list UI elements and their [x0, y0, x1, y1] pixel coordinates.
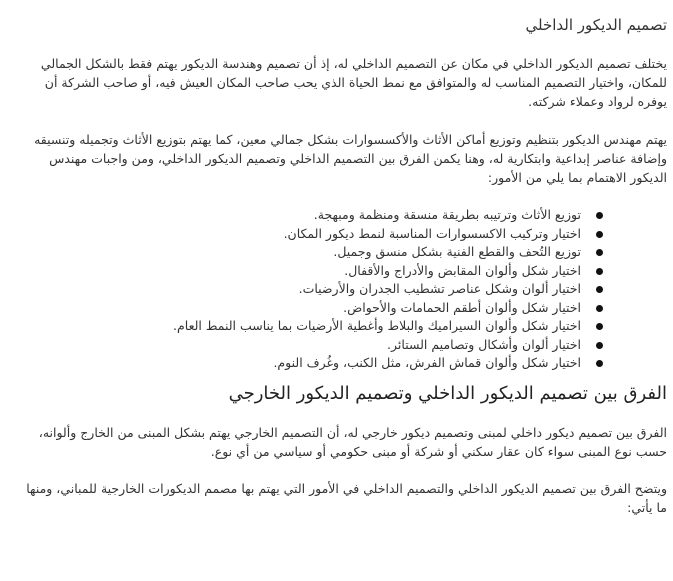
list-item	[14, 336, 603, 355]
bullet-icon	[596, 323, 603, 330]
bullet-icon	[596, 249, 603, 256]
bullet-icon	[596, 305, 603, 312]
list-item	[14, 206, 603, 225]
list-item-text: اختيار شكل وألوان أطقم الحمامات والأحواض.	[343, 299, 581, 315]
list-item	[14, 317, 603, 336]
decor-engineer-paragraph: يهتم مهندس الديكور بتنظيم وتوزيع أماكن الأثاث والأكسسوارات بشكل جمالي معين، كما يهتم بتوزيع الأثاث وتجميله وتنسيقه وإضافة عناصر إبداعية وابتكارية له، وهنا يكمن الفرق بين التصميم الداخلي وتصميم الديكور الداخلي، ومن واجبات مهندس الديكور الاهتمام بما يلي من الأمور:	[34, 132, 667, 185]
list-item	[14, 225, 603, 244]
bullet-icon	[596, 342, 603, 349]
list-item-text: توزيع الأثاث وترتيبه بطريقة منسقة ومنظمة ومبهجة.	[313, 207, 581, 222]
list-item	[14, 299, 603, 318]
list-item	[14, 262, 603, 281]
bullet-icon	[596, 212, 603, 219]
bullet-icon	[596, 286, 603, 293]
list-item	[14, 354, 603, 373]
list-item	[14, 280, 603, 299]
list-item-text: اختيار شكل وألوان قماش الفرش، مثل الكنب، وغُرف النوم.	[273, 355, 581, 370]
page-title: تصميم الديكور الداخلي	[525, 16, 667, 34]
list-item-text: اختيار ألوان وشكل عناصر تشطيب الجدران والأرضيات.	[298, 281, 581, 296]
list-item-text: اختيار وتركيب الاكسسوارات المناسبة لنمط ديكور المكان.	[283, 225, 581, 241]
difference-paragraph: الفرق بين تصميم ديكور داخلي لمبنى وتصميم ديكور خارجي له، أن التصميم الخارجي يهتم بشكل المبنى من الخارج وألوانه، حسب نوع المبنى سواء كان عقار سكني أو شركة أو مبنى حكومي أو سياسي من أي نوع.	[38, 424, 667, 459]
bullet-icon	[596, 231, 603, 238]
list-item-text: توزيع التُحف والقطع الفنية بشكل منسق وجميل.	[333, 244, 581, 259]
section-heading: الفرق بين تصميم الديكور الداخلي وتصميم الديكور الخارجي	[228, 382, 667, 404]
duties-list	[14, 206, 667, 373]
exterior-intro-paragraph: ويتضح الفرق بين تصميم الديكور الداخلي والتصميم الداخلي في الأمور التي يهتم بها مصمم الديكورات الخارجية للمباني، ومنها ما يأتي:	[26, 480, 667, 515]
bullet-icon	[596, 360, 603, 367]
intro-paragraph: يختلف تصميم الديكور الداخلي في مكان عن التصميم الداخلي له، إذ أن تصميم وهندسة الديكور يهتم فقط بالشكل الجمالي للمكان، واختيار التصميم المناسب له والمتوافق مع نمط الحياة الذي يحب صاحب المكان العيش فيه، أو صاحب الشركة أن يوفره لرواد وعملاء شركته.	[40, 56, 667, 109]
list-item-text: اختيار ألوان وأشكال وتصاميم الستائر.	[387, 336, 581, 352]
list-item-text: اختيار شكل وألوان المقابض والأدراج والأقفال.	[344, 262, 581, 278]
bullet-icon	[596, 268, 603, 275]
list-item-text: اختيار شكل وألوان السيراميك والبلاط وأغطية الأرضيات بما يناسب النمط العام.	[173, 318, 581, 333]
list-item	[14, 243, 603, 262]
